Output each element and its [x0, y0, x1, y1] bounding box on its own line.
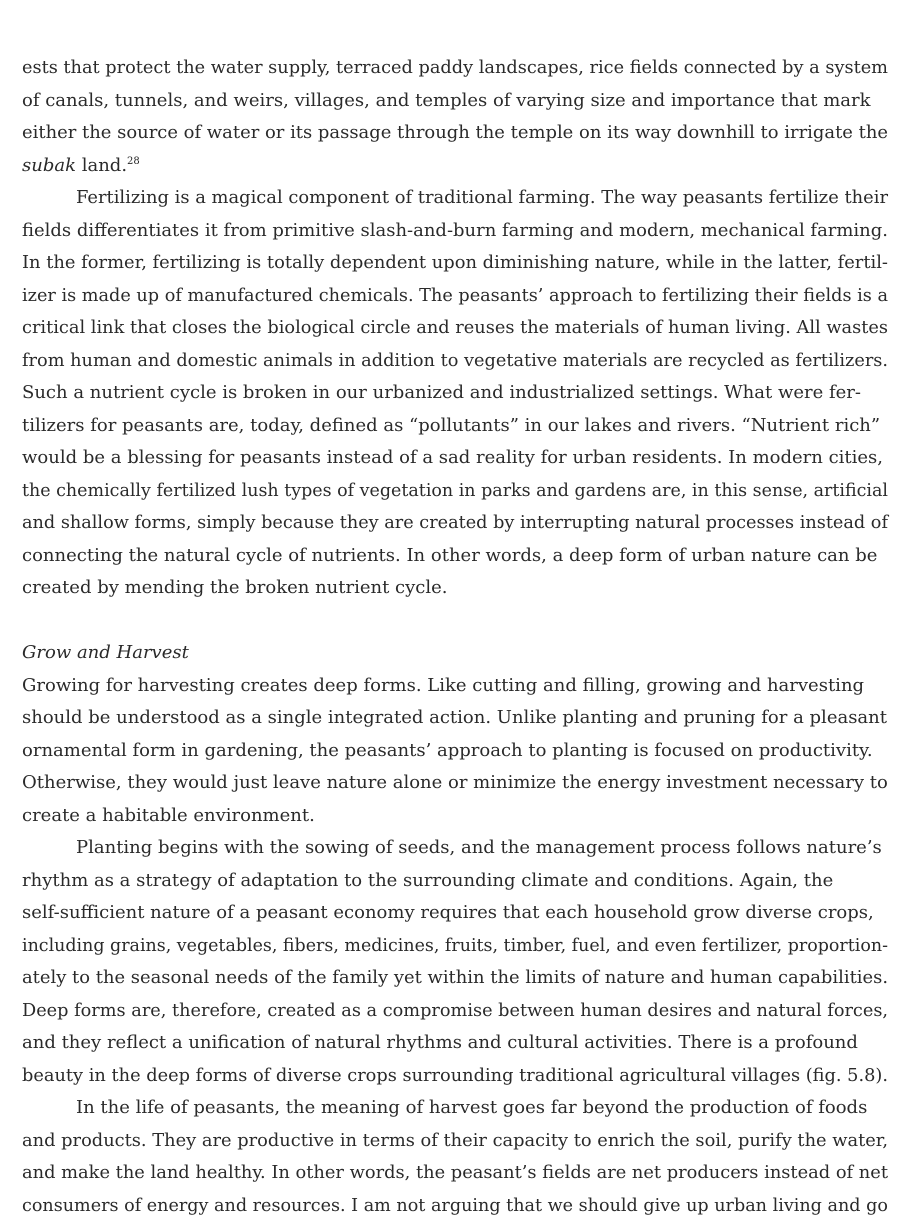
text-line — [22, 377, 890, 410]
text-line — [22, 507, 890, 540]
footnote-marker: 28 — [127, 156, 140, 167]
text-line — [22, 1157, 890, 1190]
text-line-content: fields differentiates it from primitive slash-and-burn farming and modern, mechanical farming. — [22, 215, 888, 248]
text-line-content: Planting begins with the sowing of seeds, and the management process follows nature’s — [76, 832, 882, 865]
text-line — [22, 117, 890, 150]
text-line-content: Fertilizing is a magical component of traditional farming. The way peasants fertilize their — [76, 182, 888, 215]
text-line-content: and shallow forms, simply because they are created by interrupting natural processes instead of — [22, 507, 888, 540]
text-line — [22, 800, 890, 833]
text-line-content: ests that protect the water supply, terraced paddy landscapes, rice fields connected by a system — [22, 52, 888, 85]
text-line — [22, 85, 890, 118]
paragraph-intro — [22, 52, 890, 182]
text-line-content: izer is made up of manufactured chemicals. The peasants’ approach to fertilizing their fields is a — [22, 280, 888, 313]
paragraph-spacer — [22, 605, 890, 638]
text-line — [22, 1060, 890, 1093]
text-line-content: and products. They are productive in terms of their capacity to enrich the soil, purify the water, — [22, 1125, 888, 1158]
text-line-content: including grains, vegetables, fibers, medicines, fruits, timber, fuel, and even fertilizer, proportion- — [22, 930, 888, 963]
text-line — [22, 865, 890, 898]
text-line-content: rhythm as a strategy of adaptation to the surrounding climate and conditions. Again, the — [22, 865, 833, 898]
section-heading: Grow and Harvest — [22, 637, 890, 670]
text-line — [22, 182, 890, 215]
text-line-content: either the source of water or its passage through the temple on its way downhill to irrigate the — [22, 117, 888, 150]
paragraph-harvest — [22, 1092, 890, 1222]
text-line-content: created by mending the broken nutrient cycle. — [22, 572, 448, 605]
subak-term: subak — [22, 155, 76, 176]
text-line-content: ornamental form in gardening, the peasants’ approach to planting is focused on productivity. — [22, 735, 873, 768]
text-line — [22, 475, 890, 508]
text-line-content: and they reflect a unification of natural rhythms and cultural activities. There is a profound — [22, 1027, 858, 1060]
text-line-content: and make the land healthy. In other words, the peasant’s fields are net producers instead of net — [22, 1157, 888, 1190]
text-line — [22, 1092, 890, 1125]
document-page — [22, 52, 890, 1222]
text-line-content: self-sufficient nature of a peasant economy requires that each household grow diverse crops, — [22, 897, 874, 930]
text-line — [22, 442, 890, 475]
text-line — [22, 150, 890, 183]
text-line — [22, 247, 890, 280]
text-line-content: In the former, fertilizing is totally dependent upon diminishing nature, while in the latter, fertil- — [22, 247, 888, 280]
text-line — [22, 767, 890, 800]
text-line — [22, 897, 890, 930]
text-line-content: tilizers for peasants are, today, defined as “pollutants” in our lakes and rivers. “Nutrient rich” — [22, 410, 880, 443]
text-line-content: from human and domestic animals in addition to vegetative materials are recycled as fertilizers. — [22, 345, 888, 378]
text-line — [22, 832, 890, 865]
text-line-content: land. — [76, 155, 127, 176]
text-line — [22, 345, 890, 378]
text-line — [22, 995, 890, 1028]
text-line — [22, 410, 890, 443]
text-line — [22, 735, 890, 768]
paragraph-grow — [22, 670, 890, 833]
text-line-content: Deep forms are, therefore, created as a compromise between human desires and natural forces, — [22, 995, 888, 1028]
text-line-content: the chemically fertilized lush types of vegetation in parks and gardens are, in this sense, artificial — [22, 475, 888, 508]
text-line-content: consumers of energy and resources. I am not arguing that we should give up urban living and go — [22, 1190, 888, 1222]
text-line-content: critical link that closes the biological circle and reuses the materials of human living. All wastes — [22, 312, 888, 345]
text-line — [22, 670, 890, 703]
text-line — [22, 572, 890, 605]
text-line-content: Such a nutrient cycle is broken in our urbanized and industrialized settings. What were fer- — [22, 377, 861, 410]
paragraph-planting — [22, 832, 890, 1092]
text-line-content: create a habitable environment. — [22, 800, 315, 833]
text-line — [22, 930, 890, 963]
text-line-content: Growing for harvesting creates deep forms. Like cutting and filling, growing and harvesting — [22, 670, 864, 703]
text-line-content: would be a blessing for peasants instead of a sad reality for urban residents. In modern cities, — [22, 442, 883, 475]
text-line-content: connecting the natural cycle of nutrients. In other words, a deep form of urban nature can be — [22, 540, 877, 573]
text-line-content: beauty in the deep forms of diverse crops surrounding traditional agricultural villages (fig. 5.8). — [22, 1060, 888, 1093]
text-line — [22, 702, 890, 735]
text-line — [22, 280, 890, 313]
text-line — [22, 1027, 890, 1060]
text-line — [22, 962, 890, 995]
text-line — [22, 540, 890, 573]
text-line-content: of canals, tunnels, and weirs, villages, and temples of varying size and importance that mark — [22, 85, 871, 118]
text-line — [22, 215, 890, 248]
text-line — [22, 1190, 890, 1222]
text-line-content: ately to the seasonal needs of the family yet within the limits of nature and human capabilities. — [22, 962, 888, 995]
text-line-content: should be understood as a single integrated action. Unlike planting and pruning for a pleasant — [22, 702, 887, 735]
text-line — [22, 52, 890, 85]
text-line-content: Otherwise, they would just leave nature alone or minimize the energy investment necessary to — [22, 767, 888, 800]
text-line — [22, 1125, 890, 1158]
text-line-content: In the life of peasants, the meaning of harvest goes far beyond the production of foods — [76, 1092, 867, 1125]
paragraph-fertilizing — [22, 182, 890, 605]
text-line — [22, 312, 890, 345]
